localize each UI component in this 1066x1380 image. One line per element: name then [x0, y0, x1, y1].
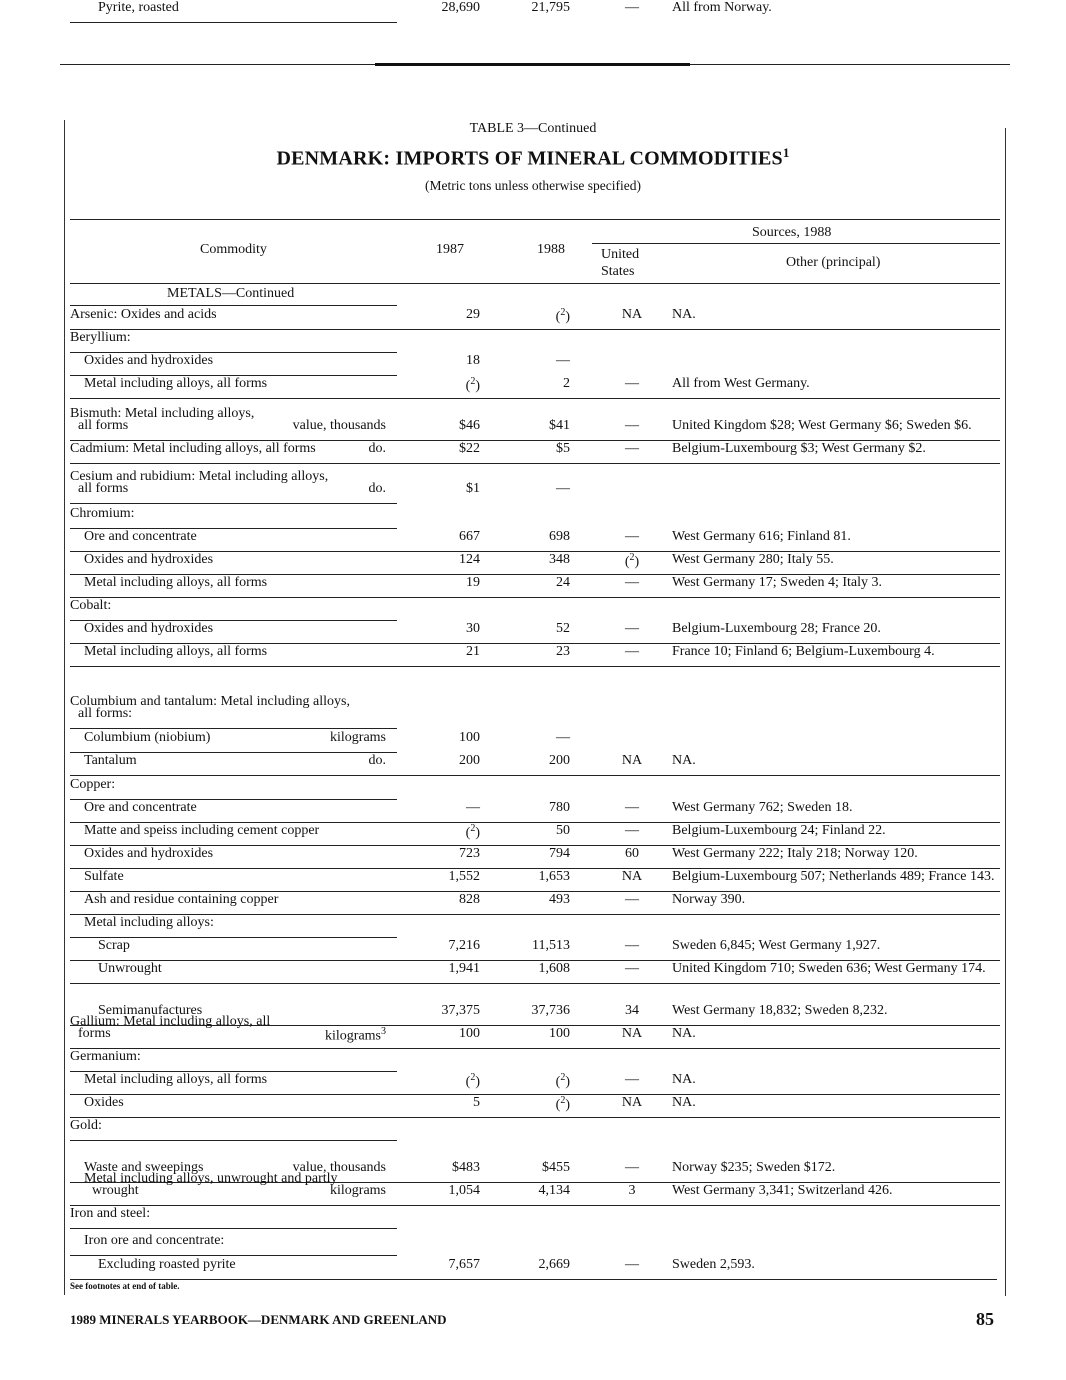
page-number: 85: [976, 1309, 994, 1329]
row-commodity: Oxides: [84, 1095, 124, 1110]
header-commodity: Commodity: [200, 242, 267, 257]
row-1987-value: ($^2$): [465, 1072, 480, 1090]
row-other-sources: West Germany 616; Finland 81.: [672, 529, 851, 544]
left-margin-rule: [64, 120, 65, 1295]
row-commodity: Metal including alloys, all forms: [84, 1072, 268, 1087]
row-unit: do.: [368, 441, 386, 456]
right-margin-rule: [1005, 128, 1006, 1296]
row-rule: [70, 775, 1000, 776]
row-commodity: Oxides and hydroxides: [84, 552, 214, 567]
row-1988-value: —: [556, 730, 570, 745]
row-other-sources: United Kingdom 710; Sweden 636; West Germany 174.: [672, 961, 986, 976]
row-other-sources: NA.: [672, 1026, 696, 1041]
section-heading: METALS—Continued: [167, 286, 295, 301]
row-us-value: 34: [625, 1003, 639, 1018]
row-1988-value: 698: [549, 529, 570, 544]
row-1987-value: 100: [459, 1026, 480, 1041]
row-1987-value: $483: [452, 1160, 480, 1175]
row-commodity: Cobalt:: [70, 598, 112, 613]
table-row: [70, 644, 1000, 667]
table-row: [70, 1049, 1000, 1072]
row-rule: [70, 1228, 397, 1229]
table-row: [70, 621, 1000, 644]
table-row: [70, 938, 1000, 961]
table-subtitle: (Metric tons unless otherwise specified): [425, 178, 641, 193]
row-other-sources: West Germany 762; Sweden 18.: [672, 800, 853, 815]
row-1988-value: 794: [549, 846, 570, 861]
row-commodity: Metal including alloys, all forms: [84, 376, 268, 391]
row-rule: [70, 1140, 397, 1141]
row-unit: kilograms: [330, 730, 386, 745]
row-commodity: Ash and residue containing copper: [84, 892, 279, 907]
row-other-sources: West Germany 222; Italy 218; Norway 120.: [672, 846, 918, 861]
header-us-line1: United: [601, 247, 640, 262]
row-us-value: —: [625, 621, 639, 636]
row-rule: [70, 22, 397, 23]
table-row: [70, 777, 1000, 800]
row-commodity: all forms:: [78, 706, 133, 721]
table-row: [70, 506, 1000, 529]
row-1987-value: 7,657: [448, 1257, 480, 1272]
row-1988-value: 1,653: [538, 869, 570, 884]
row-name-line1: Metal including alloys, unwrought and partly: [84, 1171, 338, 1186]
row-1987-value: $46: [459, 418, 480, 433]
header-top-rule: [70, 219, 1000, 220]
row-name-line1: Columbium and tantalum: Metal including alloys,: [70, 694, 350, 709]
table-row: [70, 892, 1000, 915]
row-unit: kilograms$^3$: [325, 1026, 386, 1044]
row-us-value: 3: [628, 1183, 636, 1198]
row-1987-value: 5: [473, 1095, 480, 1110]
row-1987-value: ($^2$): [465, 376, 480, 394]
row-us-value: —: [625, 529, 639, 544]
row-us-value: NA: [621, 753, 643, 768]
table-row: [70, 694, 1000, 729]
row-rule: [70, 728, 397, 729]
row-1987-value: 100: [459, 730, 480, 745]
row-1988-value: 21,795: [531, 0, 570, 15]
row-us-value: —: [625, 644, 639, 659]
row-commodity: all forms: [78, 481, 129, 496]
row-other-sources: France 10; Finland 6; Belgium-Luxembourg 4.: [672, 644, 935, 659]
row-other-sources: Sweden 2,593.: [672, 1257, 755, 1272]
table-row: [70, 0, 1000, 23]
page-footer: 1989 MINERALS YEARBOOK—DENMARK AND GREENLAND: [70, 1312, 447, 1327]
row-other-sources: Norway 390.: [672, 892, 746, 907]
row-1988-value: ($^2$): [555, 1072, 570, 1090]
row-1987-value: 28,690: [441, 0, 480, 15]
row-1987-value: 37,375: [441, 1003, 480, 1018]
table-row: [70, 961, 1000, 984]
row-1988-value: 348: [549, 552, 570, 567]
row-unit: do.: [368, 481, 386, 496]
row-us-value: ($^2$): [624, 552, 640, 570]
row-1987-value: 1,941: [448, 961, 480, 976]
row-commodity: Oxides and hydroxides: [84, 353, 214, 368]
row-us-value: —: [625, 1257, 639, 1272]
row-commodity: Semimanufactures: [98, 1003, 203, 1018]
table-label: TABLE 3—Continued: [469, 121, 597, 136]
row-us-value: —: [625, 418, 639, 433]
row-rule: [70, 398, 1000, 399]
row-commodity: Metal including alloys, all forms: [84, 644, 268, 659]
row-commodity: Beryllium:: [70, 330, 131, 345]
table-row: [70, 1014, 1000, 1049]
row-commodity: Oxides and hydroxides: [84, 621, 214, 636]
row-us-value: —: [625, 376, 639, 391]
row-other-sources: Belgium-Luxembourg 507; Netherlands 489; France 143.: [672, 869, 995, 884]
table-row: [70, 1095, 1000, 1118]
header-other: Other (principal): [786, 255, 881, 270]
row-1987-value: 19: [466, 575, 480, 590]
row-other-sources: United Kingdom $28; West Germany $6; Sweden $6.: [672, 418, 972, 433]
table-row: [70, 1118, 1000, 1141]
table-row: [70, 598, 1000, 621]
table-row: [70, 441, 1000, 464]
row-other-sources: West Germany 18,832; Sweden 8,232.: [672, 1003, 888, 1018]
table-row: [70, 330, 1000, 353]
row-other-sources: NA.: [672, 1095, 696, 1110]
table-title: [0, 145, 1066, 171]
row-unit: value, thousands: [292, 418, 386, 433]
table-row: [70, 406, 1000, 441]
row-us-value: —: [625, 0, 639, 15]
row-commodity: Sulfate: [84, 869, 124, 884]
row-1988-value: 52: [556, 621, 570, 636]
row-rule: [70, 666, 1000, 667]
row-1988-value: ($^2$): [555, 307, 570, 325]
row-1987-value: 1,054: [448, 1183, 480, 1198]
row-commodity: Metal including alloys, all forms: [84, 575, 268, 590]
row-us-value: 60: [625, 846, 639, 861]
row-1988-value: 50: [556, 823, 570, 838]
row-1987-value: 124: [459, 552, 480, 567]
row-1988-value: 780: [549, 800, 570, 815]
row-1988-value: 2,669: [538, 1257, 570, 1272]
table-row: [70, 1072, 1000, 1095]
row-other-sources: NA.: [672, 753, 696, 768]
row-1987-value: 30: [466, 621, 480, 636]
table-row: [70, 469, 1000, 504]
header-1987: 1987: [436, 242, 464, 257]
row-commodity: Ore and concentrate: [84, 800, 197, 815]
row-other-sources: Belgium-Luxembourg $3; West Germany $2.: [672, 441, 926, 456]
row-other-sources: West Germany 3,341; Switzerland 426.: [672, 1183, 893, 1198]
table-row: [70, 1206, 1000, 1229]
header-1988: 1988: [537, 242, 565, 257]
row-rule: [70, 503, 397, 504]
table-row: [70, 353, 1000, 376]
table-row: [70, 753, 1000, 776]
title-footnote: 1: [782, 145, 790, 160]
row-1988-value: 100: [549, 1026, 570, 1041]
row-commodity: Waste and sweepings: [84, 1160, 204, 1175]
row-1987-value: $1: [466, 481, 480, 496]
row-other-sources: Belgium-Luxembourg 28; France 20.: [672, 621, 881, 636]
row-1987-value: 29: [466, 307, 480, 322]
header-sources: Sources, 1988: [752, 225, 832, 240]
table-row: [70, 800, 1000, 823]
row-us-value: —: [625, 441, 639, 456]
row-unit: do.: [368, 753, 386, 768]
row-commodity: Excluding roasted pyrite: [98, 1257, 236, 1272]
row-us-value: —: [625, 892, 639, 907]
title-text: DENMARK: IMPORTS OF MINERAL COMMODITIES: [276, 147, 783, 170]
row-other-sources: Norway $235; Sweden $172.: [672, 1160, 836, 1175]
row-us-value: —: [625, 938, 639, 953]
row-commodity: Copper:: [70, 777, 116, 792]
row-1987-value: 723: [459, 846, 480, 861]
row-commodity: Ore and concentrate: [84, 529, 197, 544]
row-commodity: Oxides and hydroxides: [84, 846, 214, 861]
row-commodity: Iron and steel:: [70, 1206, 151, 1221]
row-commodity: Unwrought: [98, 961, 162, 976]
row-commodity: Iron ore and concentrate:: [84, 1233, 225, 1248]
row-us-value: —: [625, 1072, 639, 1087]
row-other-sources: Sweden 6,845; West Germany 1,927.: [672, 938, 881, 953]
row-1987-value: 18: [466, 353, 480, 368]
row-us-value: NA: [621, 307, 643, 322]
table-row: [70, 376, 1000, 399]
section-rule: [70, 305, 397, 306]
row-commodity: Arsenic: Oxides and acids: [70, 307, 217, 322]
row-1987-value: 7,216: [448, 938, 480, 953]
row-other-sources: All from West Germany.: [672, 376, 810, 391]
row-commodity: wrought: [92, 1183, 139, 1198]
row-1987-value: —: [466, 800, 480, 815]
row-unit: value, thousands: [292, 1160, 386, 1175]
row-other-sources: West Germany 280; Italy 55.: [672, 552, 834, 567]
row-commodity: Cadmium: Metal including alloys, all forms: [70, 441, 316, 456]
row-us-value: NA: [621, 1026, 643, 1041]
row-1988-value: 2: [563, 376, 570, 391]
row-1988-value: 200: [549, 753, 570, 768]
row-commodity: Matte and speiss including cement copper: [84, 823, 320, 838]
table-row: [70, 1233, 1000, 1256]
row-name-line1: Cesium and rubidium: Metal including alloys,: [70, 469, 329, 484]
row-1988-value: 4,134: [538, 1183, 570, 1198]
row-us-value: —: [625, 1160, 639, 1175]
row-name-line1: Gallium: Metal including alloys, all: [70, 1014, 271, 1029]
row-us-value: —: [625, 800, 639, 815]
row-commodity: Scrap: [98, 938, 130, 953]
row-other-sources: NA.: [672, 307, 696, 322]
row-other-sources: NA.: [672, 1072, 696, 1087]
row-1988-value: 24: [556, 575, 570, 590]
row-commodity: Metal including alloys:: [84, 915, 214, 930]
top-rule-accent: [375, 63, 690, 66]
row-us-value: NA: [621, 1095, 643, 1110]
table-row: [70, 915, 1000, 938]
row-unit: kilograms: [330, 1183, 386, 1198]
row-commodity: Pyrite, roasted: [98, 0, 179, 15]
row-1988-value: 1,608: [538, 961, 570, 976]
sources-rule: [592, 243, 1000, 244]
row-other-sources: West Germany 17; Sweden 4; Italy 3.: [672, 575, 882, 590]
row-commodity: Columbium (niobium): [84, 730, 211, 745]
row-1988-value: ($^2$): [555, 1095, 570, 1113]
row-1987-value: 667: [459, 529, 480, 544]
row-name-line1: Bismuth: Metal including alloys,: [70, 406, 255, 421]
row-other-sources: All from Norway.: [672, 0, 772, 15]
row-rule: [70, 1255, 397, 1256]
row-commodity: Tantalum: [84, 753, 137, 768]
row-1987-value: 200: [459, 753, 480, 768]
row-1988-value: 493: [549, 892, 570, 907]
row-1988-value: $5: [556, 441, 570, 456]
row-1988-value: $41: [549, 418, 570, 433]
table-row: [70, 529, 1000, 552]
row-1988-value: —: [556, 481, 570, 496]
table-row: [70, 823, 1000, 846]
row-1987-value: 828: [459, 892, 480, 907]
row-us-value: —: [625, 961, 639, 976]
row-us-value: NA: [621, 869, 643, 884]
table-row: [70, 1257, 1000, 1280]
row-1988-value: 37,736: [531, 1003, 570, 1018]
row-1987-value: $22: [459, 441, 480, 456]
row-other-sources: Belgium-Luxembourg 24; Finland 22.: [672, 823, 886, 838]
table-row: [70, 846, 1000, 869]
header-us-line2: States: [601, 264, 635, 279]
table-row: [70, 575, 1000, 598]
row-1987-value: ($^2$): [465, 823, 480, 841]
table-row: [70, 1171, 1000, 1206]
row-us-value: —: [625, 575, 639, 590]
row-commodity: Chromium:: [70, 506, 135, 521]
table-row: [70, 307, 1000, 330]
row-1988-value: $455: [542, 1160, 570, 1175]
row-commodity: forms: [78, 1026, 111, 1041]
footnote: See footnotes at end of table.: [70, 1281, 180, 1291]
row-us-value: —: [625, 823, 639, 838]
row-rule: [70, 463, 1000, 464]
row-rule: [70, 1279, 997, 1280]
row-1988-value: —: [556, 353, 570, 368]
row-commodity: Germanium:: [70, 1049, 141, 1064]
row-commodity: Gold:: [70, 1118, 102, 1133]
table-row: [70, 730, 1000, 753]
table-row: [70, 869, 1000, 892]
row-1988-value: 23: [556, 644, 570, 659]
row-1987-value: 1,552: [448, 869, 480, 884]
header-bottom-rule: [70, 283, 1000, 284]
row-1987-value: 21: [466, 644, 480, 659]
row-1988-value: 11,513: [532, 938, 570, 953]
table-row: [70, 552, 1000, 575]
row-commodity: all forms: [78, 418, 129, 433]
row-rule: [70, 983, 1000, 984]
